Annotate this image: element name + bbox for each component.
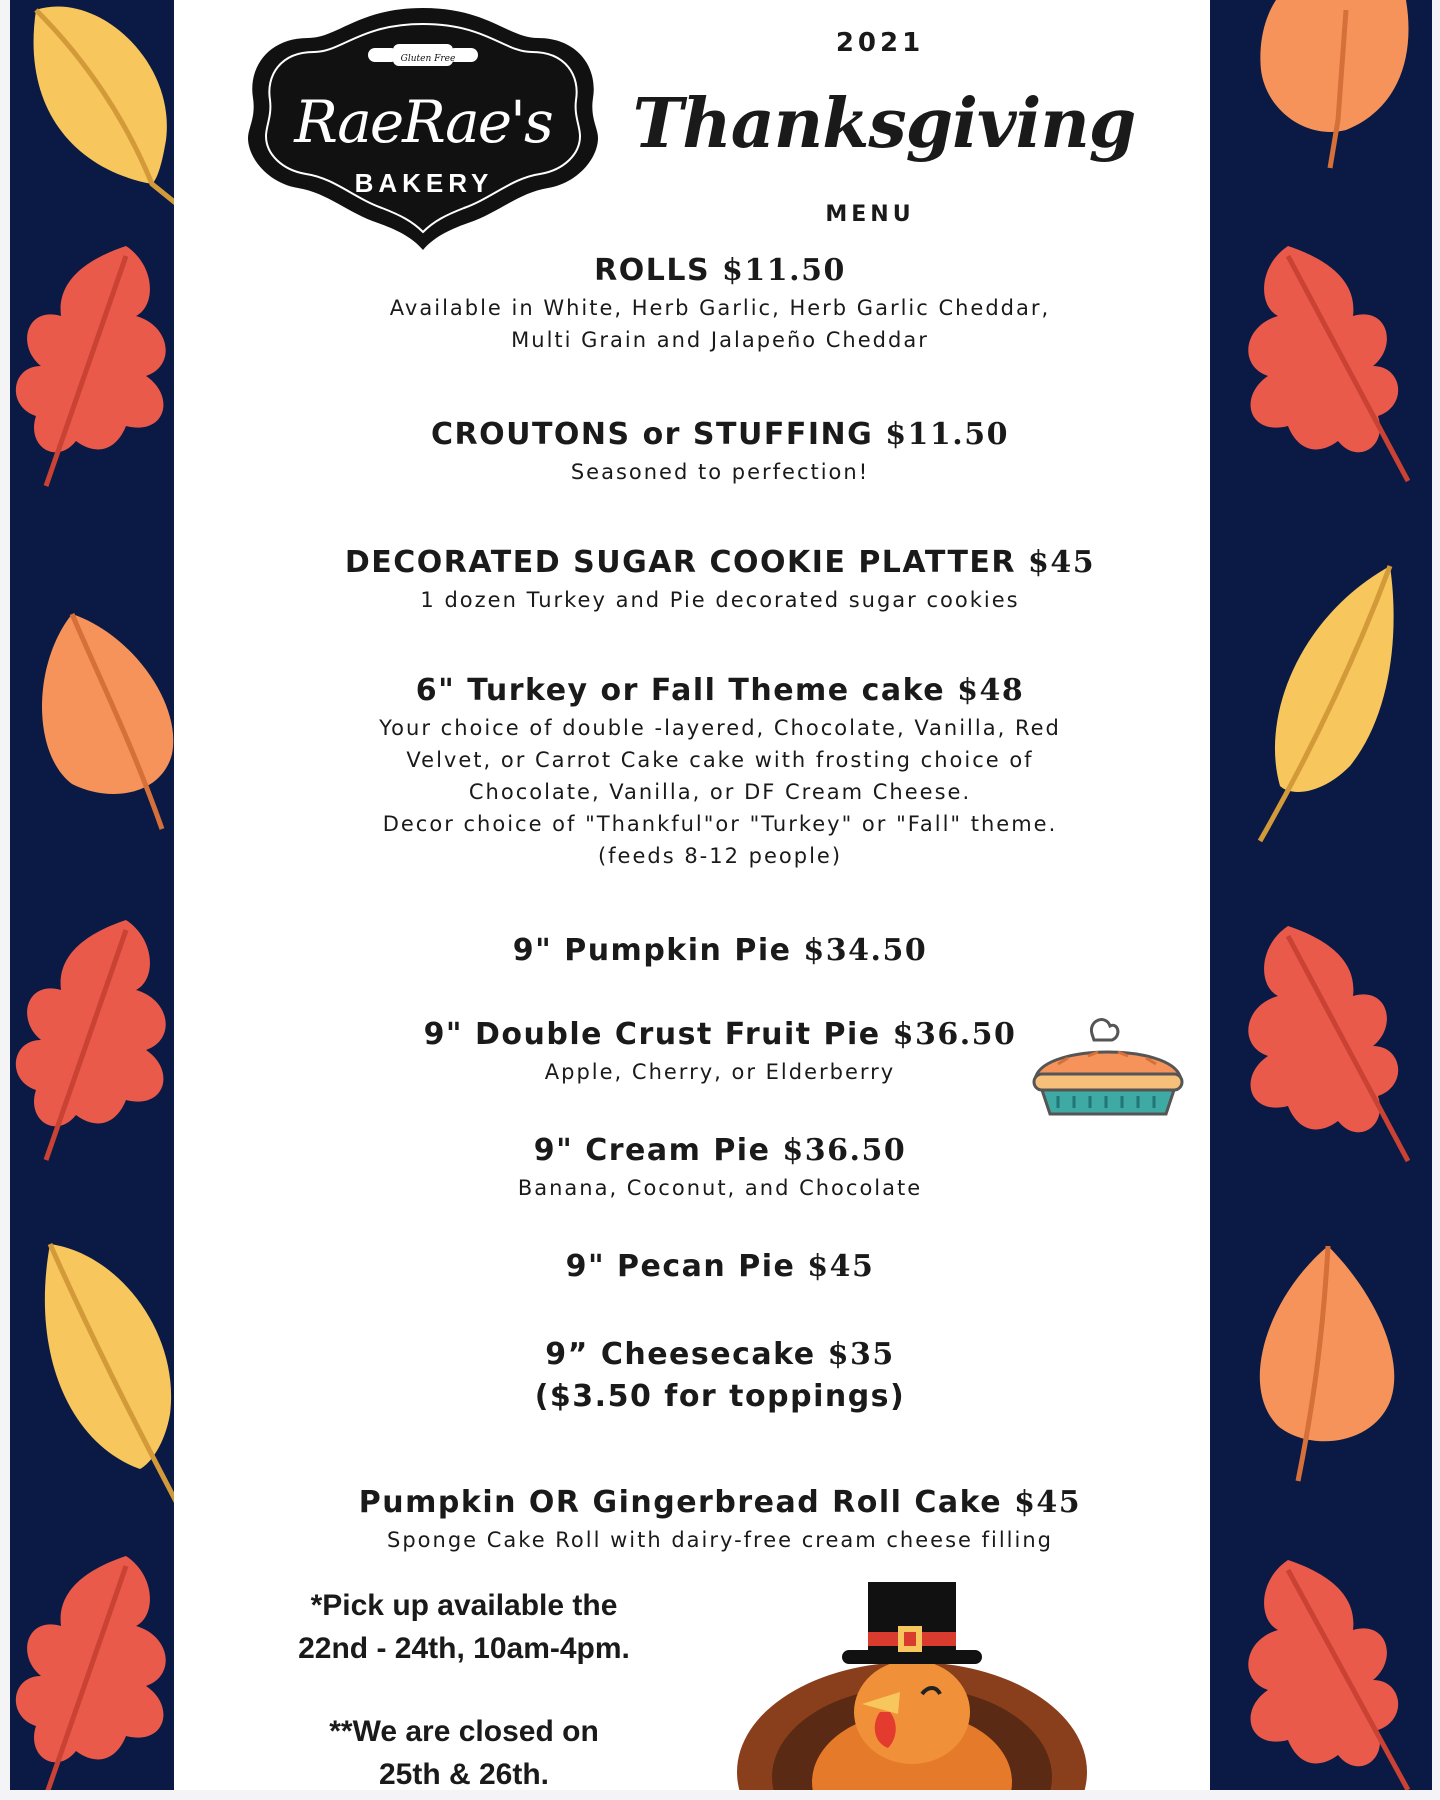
orange-leaf-icon (32, 604, 174, 834)
item-desc-line: Sponge Cake Roll with dairy-free cream cheese filling (387, 1528, 1053, 1552)
right-leaf-border (1210, 0, 1432, 1790)
menu-label: MENU (825, 202, 915, 227)
item-name: 9" Double Crust Fruit Pie (423, 1017, 881, 1052)
menu-item-turkey-cake (330, 670, 1110, 872)
item-name: 6" Turkey or Fall Theme cake (415, 673, 946, 708)
item-price: $11.50 (885, 417, 1010, 452)
menu-item-roll-cake (330, 1482, 1110, 1556)
logo-name: RaeRae's (294, 88, 552, 156)
item-price: $48 (957, 673, 1025, 708)
item-desc-line: (feeds 8-12 people) (597, 844, 843, 868)
menu-item-croutons (330, 414, 1110, 488)
item-extra: ($3.50 for toppings) (534, 1379, 906, 1414)
item-price: $11.50 (722, 253, 846, 288)
item-name: 9" Pecan Pie (565, 1249, 796, 1284)
pilgrim-turkey-icon (722, 1562, 1102, 1790)
menu-item-pumpkin-pie (330, 930, 1110, 972)
item-name: 9” Cheesecake (545, 1337, 816, 1372)
pickup-line: *Pick up available the (310, 1589, 618, 1622)
item-price: $34.50 (803, 933, 928, 968)
item-desc-line: Available in White, Herb Garlic, Herb Garlic Cheddar, (389, 296, 1051, 320)
item-desc-line: Chocolate, Vanilla, or DF Cream Cheese. (468, 780, 972, 804)
menu-item-pecan-pie (330, 1246, 1110, 1288)
menu-item-cookie-platter (330, 542, 1110, 616)
yellow-leaf-icon (1240, 556, 1420, 846)
orange-leaf-icon (1246, 0, 1416, 170)
item-price: $45 (1014, 1485, 1082, 1520)
item-desc-line: Multi Grain and Jalapeño Cheddar (511, 328, 929, 352)
item-name: 9" Cream Pie (533, 1133, 771, 1168)
menu-item-cream-pie (330, 1130, 1110, 1204)
item-price: $45 (807, 1249, 875, 1284)
item-price: $36.50 (782, 1133, 907, 1168)
closed-line: **We are closed on (329, 1715, 599, 1748)
pie-icon (1028, 1014, 1188, 1124)
oak-leaf-icon (10, 1546, 174, 1790)
bakery-logo (248, 8, 598, 250)
item-name: Pumpkin OR Gingerbread Roll Cake (358, 1485, 1003, 1520)
item-desc-line: 1 dozen Turkey and Pie decorated sugar cookies (420, 588, 1020, 612)
item-price: $45 (1027, 545, 1096, 580)
closed-line: 25th & 26th. (378, 1758, 550, 1791)
menu-item-cheesecake (330, 1334, 1110, 1418)
item-desc-line: Seasoned to perfection! (570, 460, 870, 484)
item-desc-line: Apple, Cherry, or Elderberry (544, 1060, 896, 1084)
item-name: CROUTONS or STUFFING (430, 417, 874, 452)
oak-leaf-icon (1238, 1550, 1428, 1790)
gluten-free-badge: Gluten Free (400, 54, 456, 64)
item-price: $36.50 (892, 1017, 1017, 1052)
item-name: 9" Pumpkin Pie (512, 933, 792, 968)
item-price: $35 (827, 1337, 895, 1372)
oak-leaf-icon (10, 910, 174, 1170)
yellow-leaf-icon (30, 1234, 174, 1514)
item-desc-line: Decor choice of "Thankful"or "Turkey" or "Fall" theme. (382, 812, 1058, 836)
item-desc-line: Your choice of double -layered, Chocolate, Vanilla, Red (379, 716, 1061, 740)
menu-year: 2021 (835, 28, 925, 58)
oak-leaf-icon (10, 236, 174, 496)
page-title: Thanksgiving (632, 84, 1136, 164)
oak-leaf-icon (1238, 916, 1428, 1166)
pickup-notes (274, 1584, 654, 1796)
logo-subtitle: BAKERY (354, 168, 494, 198)
menu-item-rolls (330, 250, 1110, 356)
pickup-line: 22nd - 24th, 10am-4pm. (298, 1632, 630, 1665)
item-name: DECORATED SUGAR COOKIE PLATTER (344, 545, 1017, 580)
item-desc-line: Banana, Coconut, and Chocolate (517, 1176, 923, 1200)
menu-item-fruit-pie (330, 1014, 1110, 1088)
yellow-leaf-icon (16, 0, 174, 210)
item-name: ROLLS (594, 253, 711, 288)
oak-leaf-icon (1238, 236, 1428, 486)
item-desc-line: Velvet, or Carrot Cake cake with frosting choice of (406, 748, 1034, 772)
orange-leaf-icon (1228, 1236, 1408, 1486)
left-leaf-border (10, 0, 174, 1790)
